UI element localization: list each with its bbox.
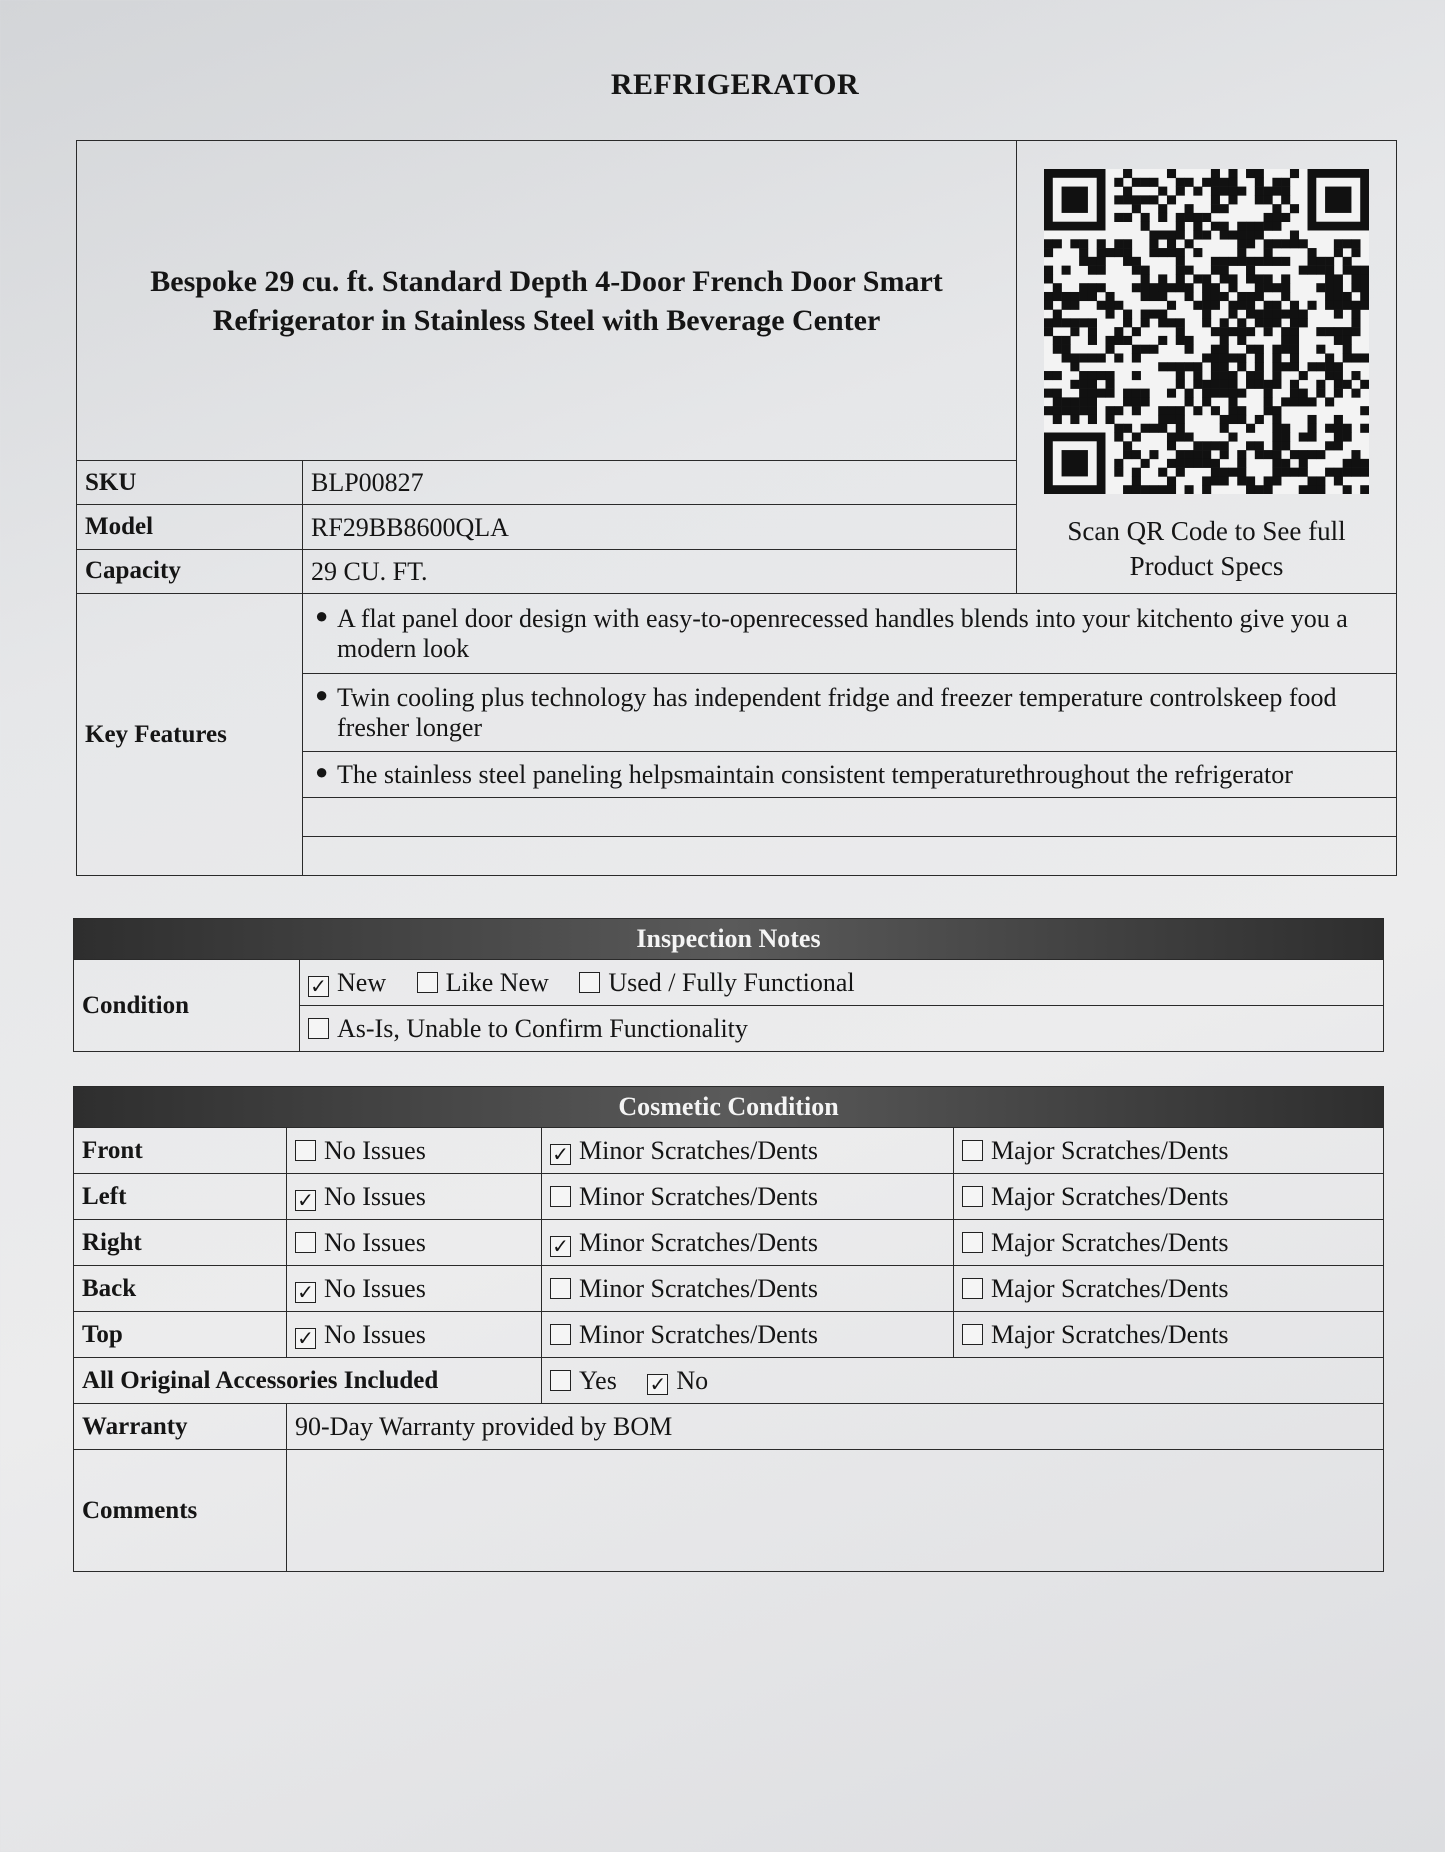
cosmetic-option[interactable] bbox=[542, 1312, 954, 1358]
cosmetic-condition-header: Cosmetic Condition bbox=[74, 1087, 1384, 1128]
key-feature-1 bbox=[303, 594, 1397, 674]
checkbox-icon[interactable] bbox=[295, 1232, 316, 1253]
cosmetic-option-label: Major Scratches/Dents bbox=[991, 1227, 1229, 1257]
cosmetic-option-label: No Issues bbox=[324, 1273, 426, 1303]
sku-label: SKU bbox=[77, 461, 303, 505]
checkbox-icon[interactable]: ✓ bbox=[647, 1374, 668, 1395]
accessories-label: All Original Accessories Included bbox=[74, 1358, 542, 1404]
cosmetic-option[interactable] bbox=[287, 1220, 542, 1266]
checkbox-icon[interactable]: ✓ bbox=[308, 976, 329, 997]
cosmetic-option-label: Minor Scratches/Dents bbox=[579, 1273, 819, 1303]
cosmetic-option-label: Minor Scratches/Dents bbox=[579, 1227, 819, 1257]
sku-value: BLP00827 bbox=[303, 461, 1017, 505]
condition-label: Condition bbox=[74, 960, 300, 1052]
qr-code-icon[interactable] bbox=[1044, 169, 1369, 494]
warranty-label: Warranty bbox=[74, 1404, 287, 1450]
comments-field[interactable] bbox=[287, 1450, 1384, 1572]
cosmetic-row bbox=[74, 1312, 1384, 1358]
checkbox-icon[interactable] bbox=[550, 1370, 571, 1391]
cosmetic-option[interactable] bbox=[542, 1266, 954, 1312]
cosmetic-side-label: Left bbox=[74, 1174, 287, 1220]
condition-option-as-is[interactable]: As-Is, Unable to Confirm Functionality bbox=[308, 1014, 748, 1043]
key-feature-text: Twin cooling plus technology has independent fridge and freezer temperature controlskeep food fresher longer bbox=[337, 683, 1337, 742]
checkbox-icon[interactable] bbox=[962, 1140, 983, 1161]
cosmetic-side-label: Top bbox=[74, 1312, 287, 1358]
cosmetic-option[interactable] bbox=[542, 1128, 954, 1174]
checkbox-icon[interactable] bbox=[962, 1324, 983, 1345]
inspection-notes-table bbox=[73, 918, 1384, 1052]
cosmetic-side-label: Right bbox=[74, 1220, 287, 1266]
product-table bbox=[76, 140, 1397, 876]
key-feature-text: The stainless steel paneling helpsmaintain consistent temperaturethroughout the refrigerator bbox=[337, 760, 1293, 790]
accessories-options bbox=[542, 1358, 1384, 1404]
cosmetic-option[interactable] bbox=[542, 1220, 954, 1266]
cosmetic-row bbox=[74, 1128, 1384, 1174]
checkbox-icon[interactable] bbox=[308, 1018, 329, 1039]
cosmetic-option-label: No Issues bbox=[324, 1319, 426, 1349]
checkbox-icon[interactable] bbox=[417, 972, 438, 993]
cosmetic-option[interactable] bbox=[287, 1266, 542, 1312]
capacity-label: Capacity bbox=[77, 549, 303, 593]
capacity-value: 29 CU. FT. bbox=[303, 549, 1017, 593]
cosmetic-row bbox=[74, 1174, 1384, 1220]
key-feature-empty-row bbox=[303, 837, 1397, 876]
key-feature-3 bbox=[303, 752, 1397, 798]
cosmetic-row bbox=[74, 1220, 1384, 1266]
cosmetic-option[interactable] bbox=[954, 1266, 1384, 1312]
checkbox-icon[interactable]: ✓ bbox=[295, 1282, 316, 1303]
cosmetic-option[interactable] bbox=[954, 1312, 1384, 1358]
cosmetic-option-label: Minor Scratches/Dents bbox=[579, 1181, 819, 1211]
cosmetic-option-label: Minor Scratches/Dents bbox=[579, 1319, 819, 1349]
cosmetic-option[interactable] bbox=[954, 1174, 1384, 1220]
cosmetic-option-label: Minor Scratches/Dents bbox=[579, 1135, 819, 1165]
checkbox-icon[interactable] bbox=[550, 1324, 571, 1345]
inspection-notes-header: Inspection Notes bbox=[74, 919, 1384, 960]
cosmetic-option-label: No Issues bbox=[324, 1227, 426, 1257]
cosmetic-row bbox=[74, 1266, 1384, 1312]
product-name: Bespoke 29 cu. ft. Standard Depth 4-Door French Door Smart Refrigerator in Stainless Steel with Beverage Center bbox=[77, 141, 1017, 461]
cosmetic-option[interactable] bbox=[954, 1128, 1384, 1174]
checkbox-icon[interactable] bbox=[962, 1232, 983, 1253]
condition-options-row bbox=[300, 1006, 1384, 1052]
page-title: REFRIGERATOR bbox=[610, 68, 860, 101]
cosmetic-option[interactable] bbox=[542, 1174, 954, 1220]
cosmetic-option[interactable] bbox=[954, 1220, 1384, 1266]
condition-option-like-new[interactable]: Like New bbox=[417, 968, 549, 997]
cosmetic-condition-table bbox=[73, 1086, 1384, 1572]
key-features-label: Key Features bbox=[77, 594, 303, 876]
checkbox-icon[interactable]: ✓ bbox=[295, 1328, 316, 1349]
warranty-value: 90-Day Warranty provided by BOM bbox=[287, 1404, 1384, 1450]
accessories-option-no[interactable]: ✓ No bbox=[647, 1366, 708, 1395]
cosmetic-option-label: Major Scratches/Dents bbox=[991, 1319, 1229, 1349]
cosmetic-option-label: No Issues bbox=[324, 1135, 426, 1165]
key-feature-text: A flat panel door design with easy-to-openrecessed handles blends into your kitchento give you a modern look bbox=[337, 604, 1348, 663]
cosmetic-option[interactable] bbox=[287, 1312, 542, 1358]
model-value: RF29BB8600QLA bbox=[303, 505, 1017, 549]
cosmetic-option-label: Major Scratches/Dents bbox=[991, 1181, 1229, 1211]
key-feature-empty-row bbox=[303, 798, 1397, 837]
cosmetic-side-label: Front bbox=[74, 1128, 287, 1174]
comments-label: Comments bbox=[74, 1450, 287, 1572]
checkbox-icon[interactable] bbox=[295, 1140, 316, 1161]
checkbox-icon[interactable]: ✓ bbox=[550, 1236, 571, 1257]
checkbox-icon[interactable]: ✓ bbox=[295, 1190, 316, 1211]
cosmetic-option-label: Major Scratches/Dents bbox=[991, 1273, 1229, 1303]
key-feature-2 bbox=[303, 674, 1397, 752]
checkbox-icon[interactable] bbox=[550, 1186, 571, 1207]
bullet-icon: ● bbox=[315, 682, 329, 708]
cosmetic-option-label: Major Scratches/Dents bbox=[991, 1135, 1229, 1165]
model-label: Model bbox=[77, 505, 303, 549]
checkbox-icon[interactable] bbox=[962, 1278, 983, 1299]
bullet-icon: ● bbox=[315, 759, 329, 785]
condition-option-new[interactable]: ✓ New bbox=[308, 968, 386, 997]
cosmetic-option-label: No Issues bbox=[324, 1181, 426, 1211]
checkbox-icon[interactable] bbox=[579, 972, 600, 993]
condition-options-row bbox=[300, 960, 1384, 1006]
condition-option-used[interactable]: Used / Fully Functional bbox=[579, 968, 854, 997]
cosmetic-option[interactable] bbox=[287, 1128, 542, 1174]
checkbox-icon[interactable]: ✓ bbox=[550, 1144, 571, 1165]
checkbox-icon[interactable] bbox=[550, 1278, 571, 1299]
cosmetic-option[interactable] bbox=[287, 1174, 542, 1220]
checkbox-icon[interactable] bbox=[962, 1186, 983, 1207]
qr-caption: Scan QR Code to See full Product Specs bbox=[1067, 516, 1346, 581]
accessories-option-yes[interactable]: Yes bbox=[550, 1366, 617, 1395]
qr-block bbox=[1017, 141, 1397, 594]
cosmetic-side-label: Back bbox=[74, 1266, 287, 1312]
bullet-icon: ● bbox=[315, 603, 329, 629]
